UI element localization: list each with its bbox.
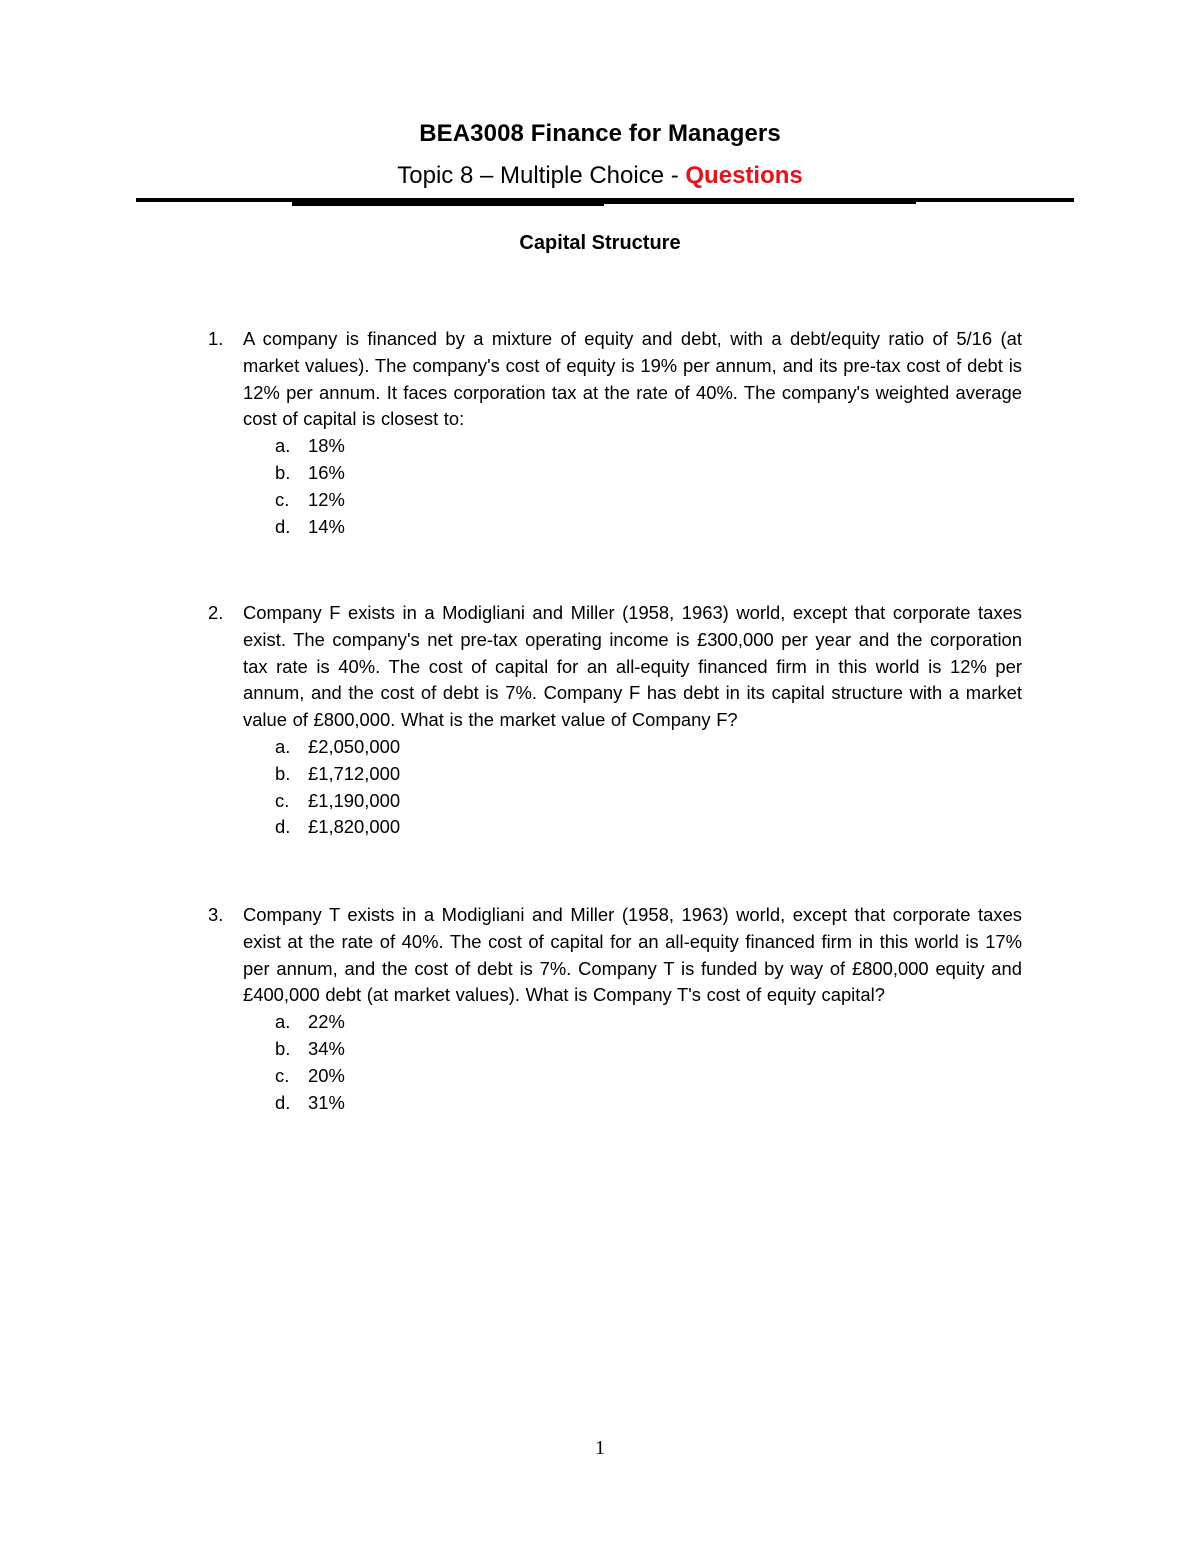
option [275, 433, 1022, 460]
question-2 [208, 600, 1022, 841]
option-text: 22% [308, 1011, 345, 1033]
option [275, 814, 1022, 841]
option-text: £2,050,000 [308, 735, 401, 757]
header-rule-accent [604, 199, 916, 204]
option-letter: b. [275, 461, 291, 483]
question-text: Company F exists in a Modigliani and Miller (1958, 1963) world, except that corporate taxes exist. The company's net pre-tax operating income is £300,000 per year and the corporation tax rate is 40%. The cost of capital for an all-equity financed firm in this world is 12% per annum, and the cost of debt is 7%. Company F has debt in its capital structure with a market value of £800,000. What is the market value of Company F? [243, 602, 1022, 731]
subtitle-highlight: Questions [685, 162, 803, 189]
option [275, 1009, 1022, 1036]
option [275, 734, 1022, 761]
question-text: Company T exists in a Modigliani and Miller (1958, 1963) world, except that corporate taxes exist at the rate of 40%. The cost of capital for an all-equity financed firm in this world is 17% per annum, and the cost of debt is 7%. Company T is funded by way of £800,000 equity and £400,000 debt (at market values). What is Company T's cost of equity capital? [243, 904, 1022, 1006]
question-number: 2. [208, 602, 224, 623]
option-text: £1,712,000 [308, 762, 401, 784]
page-number: 1 [595, 1437, 605, 1459]
option-letter: a. [275, 735, 291, 757]
option [275, 487, 1022, 514]
page-title: BEA3008 Finance for Managers [419, 120, 781, 147]
option [275, 460, 1022, 487]
option-text: 16% [308, 461, 345, 483]
section-heading: Capital Structure [519, 232, 681, 254]
option [275, 514, 1022, 541]
option-letter: d. [275, 816, 291, 838]
question-3 [208, 902, 1022, 1116]
option-letter: c. [275, 789, 290, 811]
option [275, 1090, 1022, 1117]
option-text: £1,820,000 [308, 816, 401, 838]
option-letter: b. [275, 762, 291, 784]
option [275, 788, 1022, 815]
option-list [275, 734, 1022, 841]
question-text: A company is financed by a mixture of equity and debt, with a debt/equity ratio of 5/16 (at market values). The company's cost of equity is 19% per annum, and its pre-tax cost of debt is 12% per annum. It faces corporation tax at the rate of 40%. The company's weighted average cost of capital is closest to: [243, 328, 1022, 430]
option-letter: a. [275, 1011, 291, 1033]
option-letter: c. [275, 1064, 290, 1086]
question-1 [208, 326, 1022, 540]
option-letter: d. [275, 515, 291, 537]
option-letter: c. [275, 488, 290, 510]
option [275, 1063, 1022, 1090]
option-text: 12% [308, 488, 345, 510]
option-text: 20% [308, 1064, 345, 1086]
page-subtitle [0, 162, 1200, 190]
option-text: 14% [308, 515, 345, 537]
option-text: 34% [308, 1037, 345, 1059]
question-number: 3. [208, 904, 224, 925]
option-text: 18% [308, 435, 345, 457]
question-number: 1. [208, 328, 224, 349]
subtitle-text: Topic 8 – Multiple Choice - [397, 162, 686, 189]
header-rule-accent [292, 201, 604, 206]
option-text: £1,190,000 [308, 789, 401, 811]
option-letter: b. [275, 1037, 291, 1059]
option-letter: a. [275, 435, 291, 457]
option [275, 761, 1022, 788]
option-text: 31% [308, 1091, 345, 1113]
option [275, 1036, 1022, 1063]
option-list [275, 1009, 1022, 1116]
option-letter: d. [275, 1091, 291, 1113]
option-list [275, 433, 1022, 540]
